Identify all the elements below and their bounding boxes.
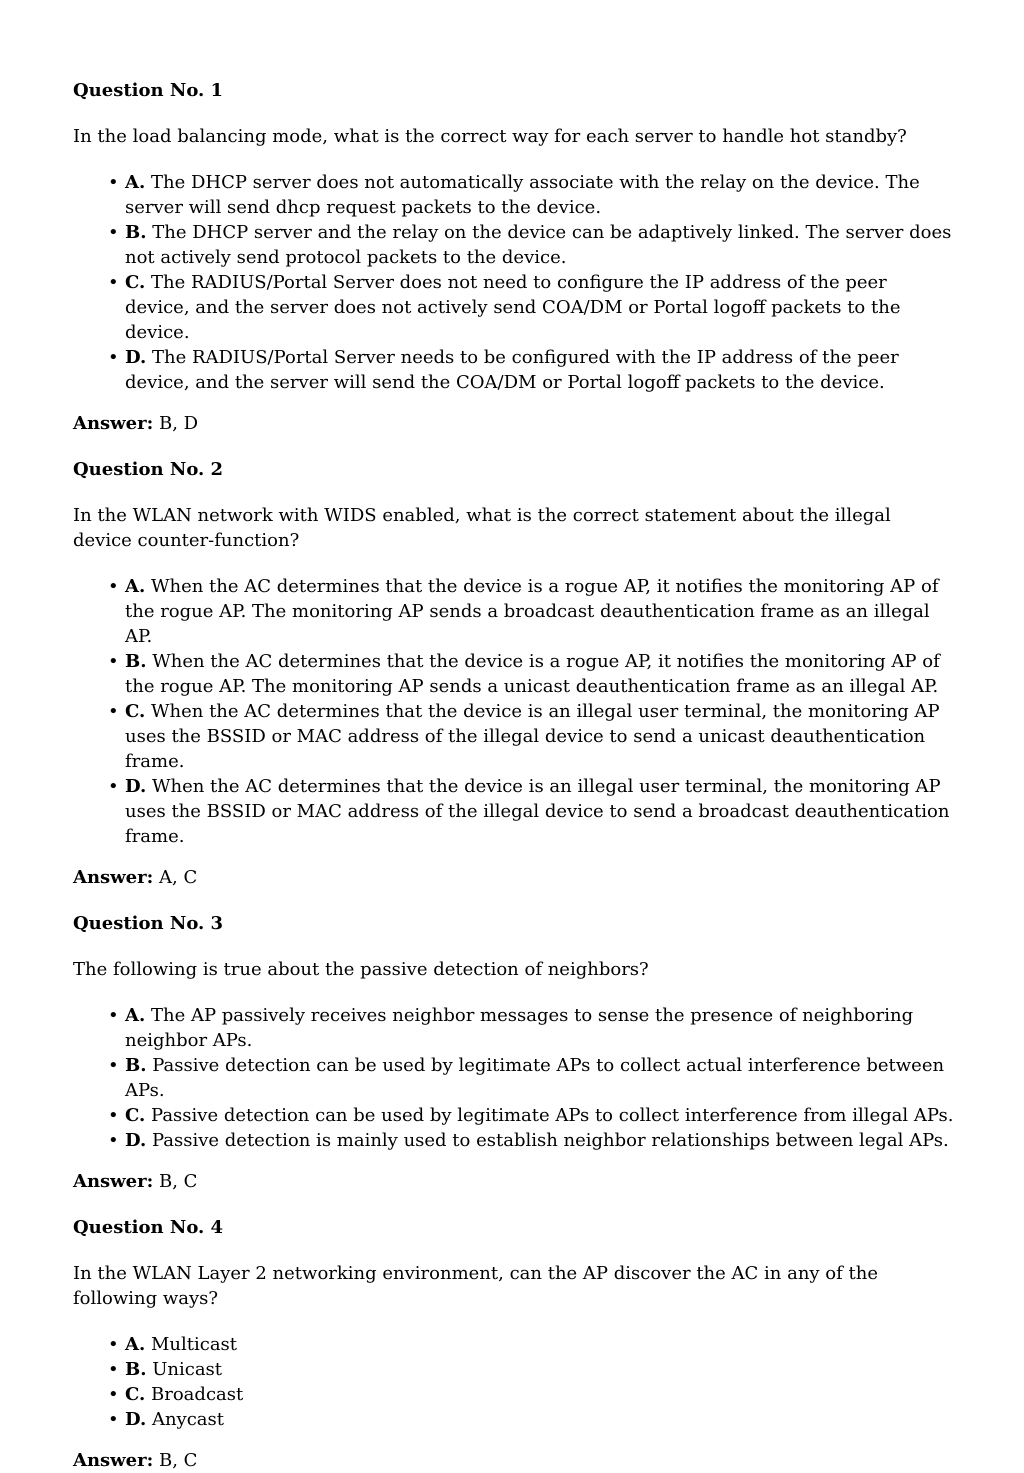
bullet-icon: • [108, 576, 119, 597]
bullet-icon: • [108, 347, 119, 368]
answer-line [73, 1169, 954, 1194]
bullet-icon: • [108, 1055, 119, 1076]
option-list [73, 1003, 954, 1153]
option-text: The AP passively receives neighbor messages to sense the presence of neighboring neighbor APs. [125, 1005, 914, 1051]
option-letter: D. [125, 1130, 147, 1151]
bullet-icon: • [108, 776, 119, 797]
option-text: Passive detection can be used by legitimate APs to collect actual interference between APs. [125, 1055, 945, 1101]
option-text: The DHCP server and the relay on the device can be adaptively linked. The server does not actively send protocol packets to the device. [125, 222, 952, 268]
option-letter: D. [125, 1409, 147, 1430]
bullet-icon: • [108, 1130, 119, 1151]
bullet-icon: • [108, 1005, 119, 1026]
option-a [108, 1003, 954, 1053]
bullet-icon: • [108, 272, 119, 293]
option-letter: B. [125, 651, 147, 672]
question-3 [73, 911, 954, 1194]
bullet-icon: • [108, 651, 119, 672]
option-c [108, 1103, 954, 1128]
option-letter: A. [125, 1005, 146, 1026]
option-letter: A. [125, 172, 146, 193]
question-text: In the load balancing mode, what is the correct way for each server to handle hot standby? [73, 126, 907, 147]
option-letter: C. [125, 1384, 146, 1405]
option-text: The DHCP server does not automatically associate with the relay on the device. The server will send dhcp request packets to the device. [125, 172, 920, 218]
option-letter: B. [125, 1055, 147, 1076]
option-a [108, 170, 954, 220]
answer-label: Answer: [73, 1171, 154, 1192]
answer-label: Answer: [73, 1450, 154, 1471]
option-list [73, 170, 954, 395]
question-text: In the WLAN network with WIDS enabled, what is the correct statement about the illegal device counter-function? [73, 505, 891, 551]
question-text: In the WLAN Layer 2 networking environment, can the AP discover the AC in any of the following ways? [73, 1263, 878, 1309]
option-text: The RADIUS/Portal Server needs to be configured with the IP address of the peer device, and the server will send the COA/DM or Portal logoff packets to the device. [125, 347, 899, 393]
bullet-icon: • [108, 1334, 119, 1355]
option-letter: A. [125, 1334, 146, 1355]
option-a [108, 1332, 954, 1357]
bullet-icon: • [108, 701, 119, 722]
question-4 [73, 1215, 954, 1473]
option-d [108, 1407, 954, 1432]
question-1 [73, 78, 954, 436]
option-d [108, 345, 954, 395]
question-title: Question No. 4 [73, 1217, 224, 1238]
question-text: The following is true about the passive detection of neighbors? [73, 959, 649, 980]
answer-line [73, 865, 954, 890]
option-d [108, 774, 954, 849]
option-text: Anycast [151, 1409, 225, 1430]
option-b [108, 1357, 954, 1382]
option-letter: B. [125, 222, 147, 243]
question-title: Question No. 3 [73, 913, 224, 934]
option-b [108, 220, 954, 270]
option-text: Multicast [150, 1334, 238, 1355]
question-title: Question No. 1 [73, 80, 224, 101]
question-2 [73, 457, 954, 890]
option-letter: D. [125, 347, 147, 368]
answer-value: B, D [159, 413, 199, 434]
option-text: When the AC determines that the device is an illegal user terminal, the monitoring AP uses the BSSID or MAC address of the illegal device to send a unicast deauthentication frame. [125, 701, 940, 772]
option-list [73, 1332, 954, 1432]
answer-line [73, 411, 954, 436]
answer-line [73, 1448, 954, 1473]
answer-label: Answer: [73, 413, 154, 434]
answer-label: Answer: [73, 867, 154, 888]
option-letter: A. [125, 576, 146, 597]
option-text: The RADIUS/Portal Server does not need to configure the IP address of the peer device, and the server does not actively send COA/DM or Portal logoff packets to the device. [125, 272, 901, 343]
option-text: When the AC determines that the device is an illegal user terminal, the monitoring AP uses the BSSID or MAC address of the illegal device to send a broadcast deauthentication frame. [125, 776, 950, 847]
bullet-icon: • [108, 222, 119, 243]
option-letter: B. [125, 1359, 147, 1380]
option-text: Passive detection is mainly used to establish neighbor relationships between legal APs. [151, 1130, 949, 1151]
option-letter: C. [125, 701, 146, 722]
bullet-icon: • [108, 1409, 119, 1430]
option-b [108, 649, 954, 699]
option-c [108, 270, 954, 345]
option-letter: C. [125, 272, 146, 293]
bullet-icon: • [108, 172, 119, 193]
option-c [108, 699, 954, 774]
answer-value: B, C [159, 1450, 198, 1471]
option-d [108, 1128, 954, 1153]
option-text: When the AC determines that the device is a rogue AP, it notifies the monitoring AP of the rogue AP. The monitoring AP sends a broadcast deauthentication frame as an illegal AP. [125, 576, 939, 647]
bullet-icon: • [108, 1384, 119, 1405]
option-letter: C. [125, 1105, 146, 1126]
answer-value: B, C [159, 1171, 198, 1192]
option-a [108, 574, 954, 649]
option-letter: D. [125, 776, 147, 797]
option-text: Broadcast [151, 1384, 244, 1405]
option-list [73, 574, 954, 849]
bullet-icon: • [108, 1105, 119, 1126]
option-c [108, 1382, 954, 1407]
answer-value: A, C [159, 867, 198, 888]
option-text: Unicast [152, 1359, 223, 1380]
option-b [108, 1053, 954, 1103]
question-title: Question No. 2 [73, 459, 224, 480]
option-text: When the AC determines that the device is a rogue AP, it notifies the monitoring AP of the rogue AP. The monitoring AP sends a unicast deauthentication frame as an illegal AP. [125, 651, 940, 697]
bullet-icon: • [108, 1359, 119, 1380]
option-text: Passive detection can be used by legitimate APs to collect interference from illegal APs. [151, 1105, 954, 1126]
